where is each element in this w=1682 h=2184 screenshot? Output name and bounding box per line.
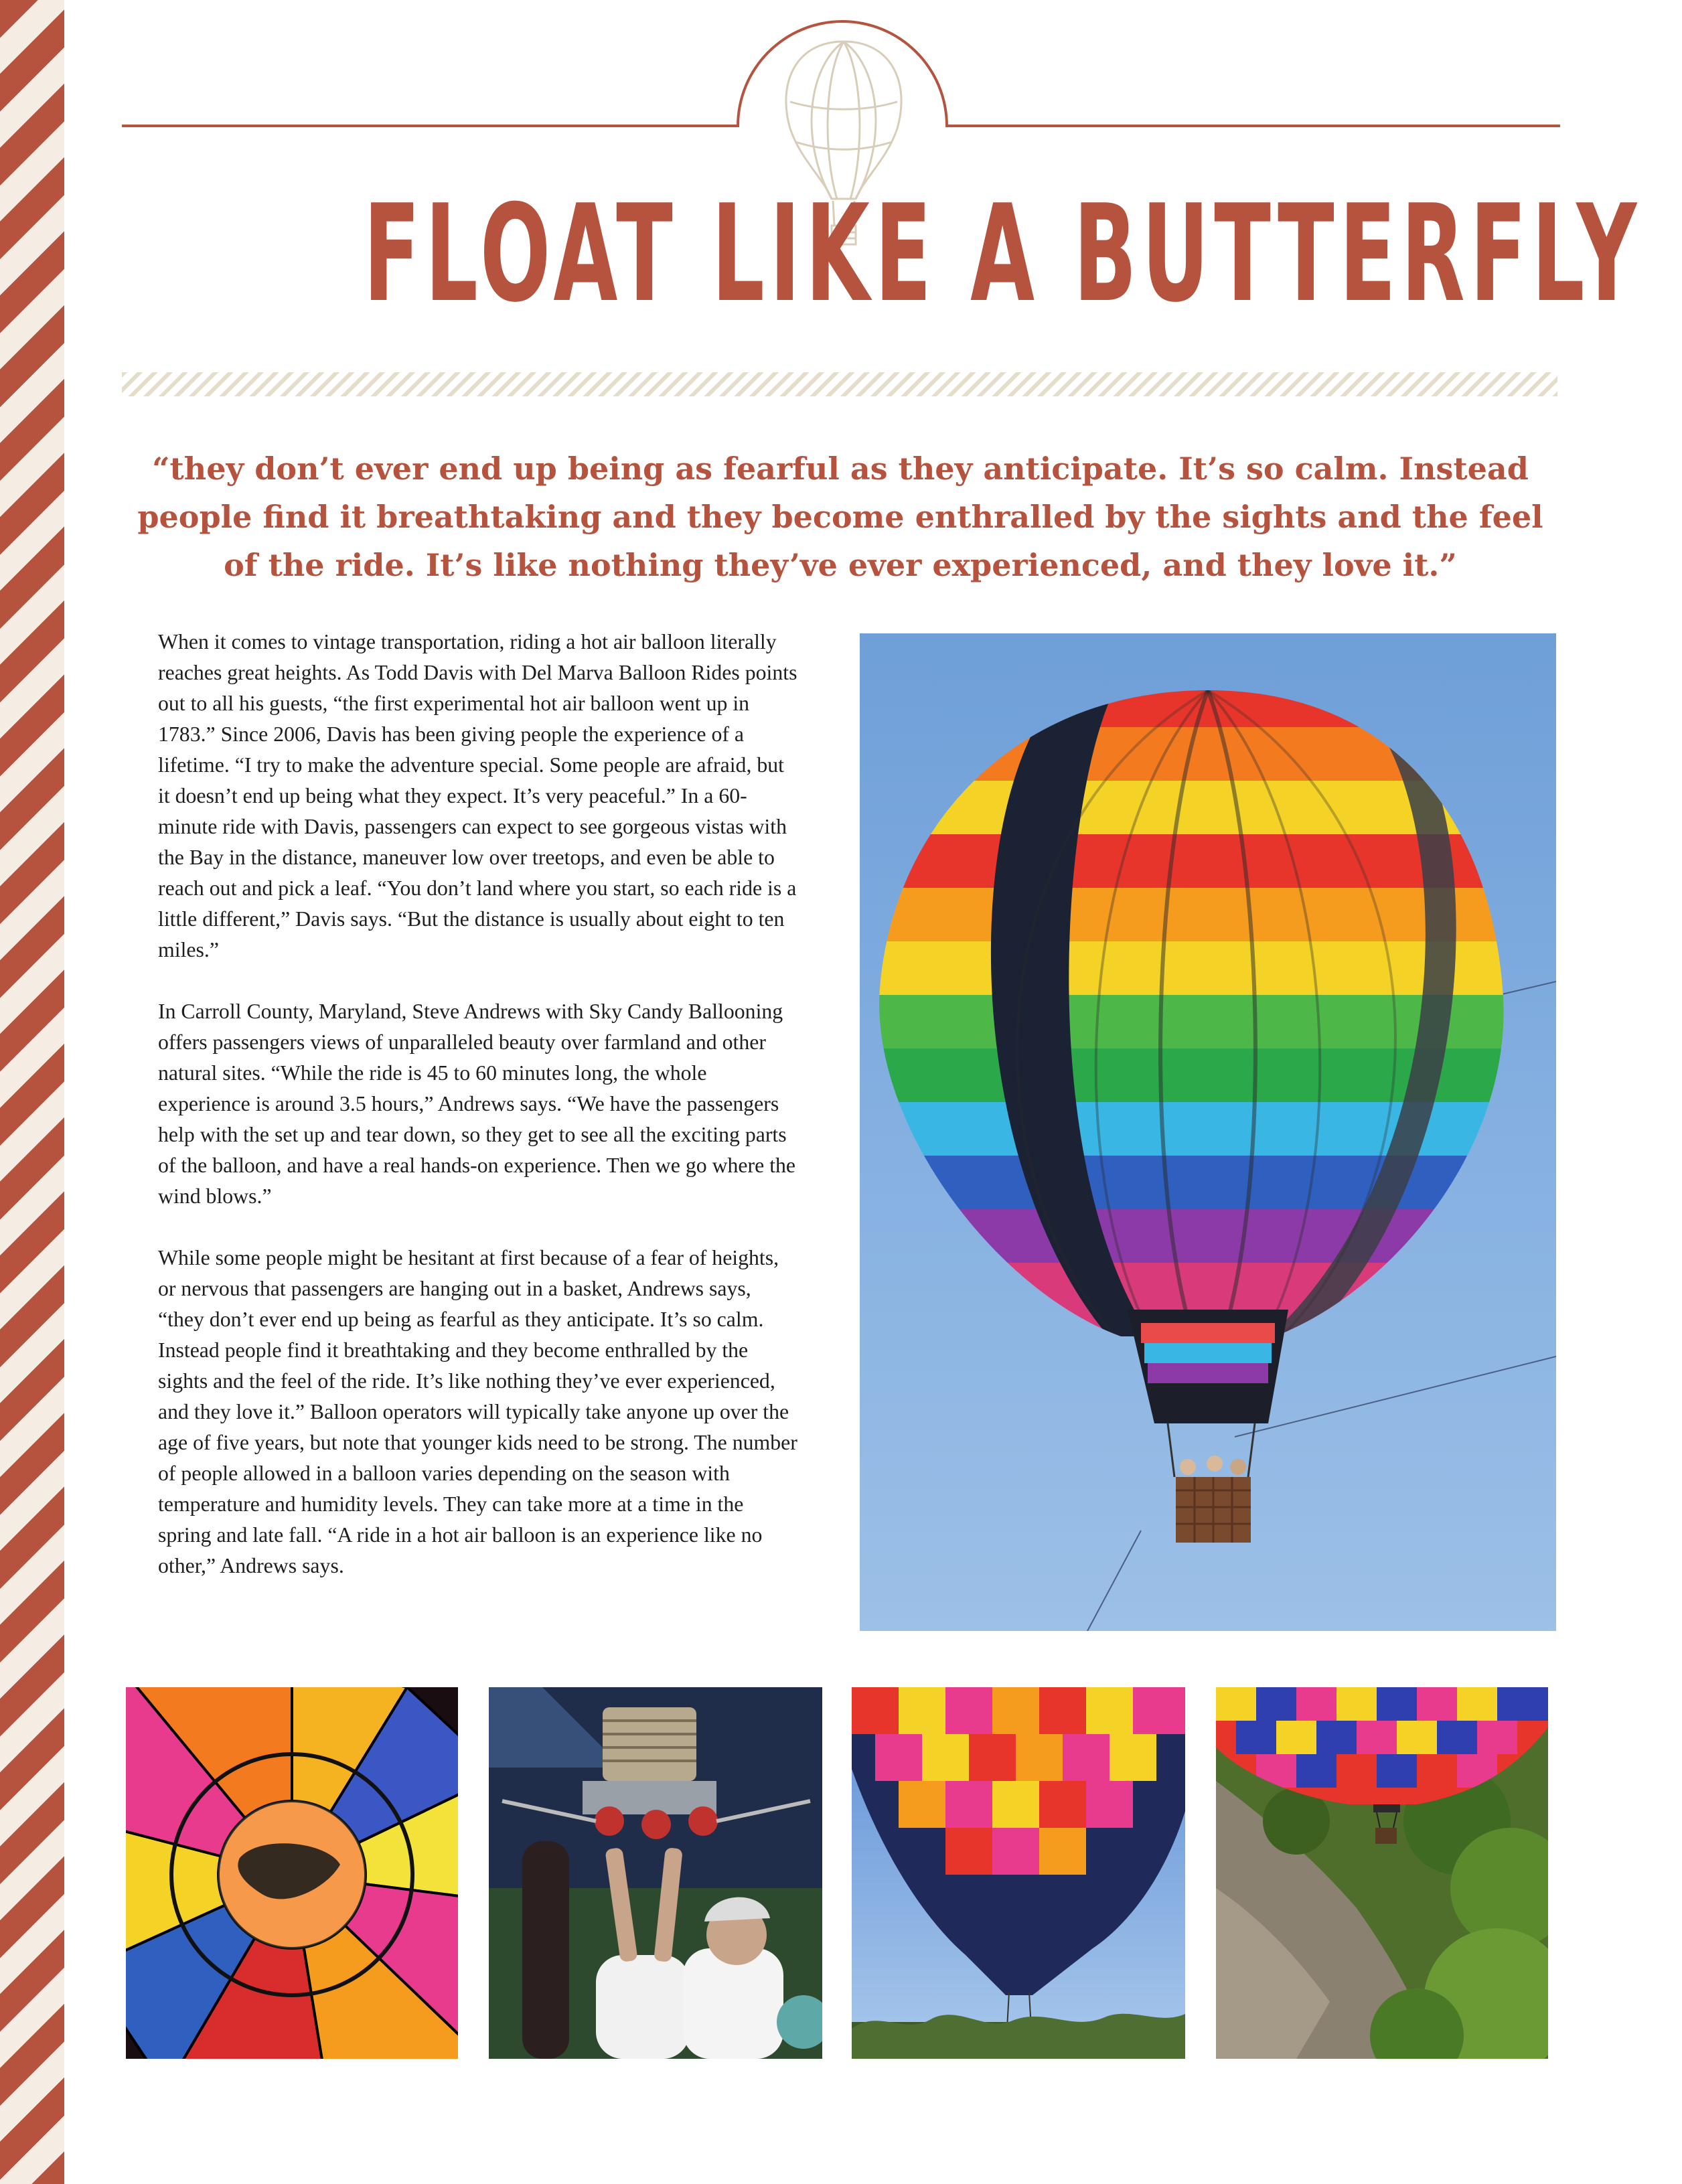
header-rule-right [945, 125, 1560, 127]
pull-quote: “they don’t ever end up being as fearful as they anticipate. It’s so calm. Instead people find it breathtaking and they become enthralled by the sights and the feel of the ride. It’s like nothing they’ve ever experienced, and they love it.” [137, 451, 1543, 583]
photo-balloon-interior [126, 1687, 458, 2059]
page-title: FLOAT LIKE A BUTTERFLY [363, 176, 1642, 332]
photo-balloon-burner [489, 1687, 822, 2059]
decorative-stripe-border [0, 0, 64, 2184]
photo-balloon-ascending [852, 1687, 1185, 2059]
article-body [158, 627, 801, 1612]
article-paragraph: When it comes to vintage transportation, riding a hot air balloon literally reaches great heights. As Todd Davis with Del Marva Balloon Rides points out to all his guests, “the first experimental hot air balloon went up in 1783.” Since 2006, Davis has been giving people the experience of a lifetime. “I try to make the adventure special. Some people are afraid, but it doesn’t end up being what they expect. It’s very peaceful.” In a 60-minute ride with Davis, passengers can expect to see gorgeous vistas with the Bay in the distance, maneuver low over treetops, and even be able to reach out and pick a leaf. “You don’t land where you start, so each ride is a little different,” Davis says. “But the distance is usually about eight to ten miles.” [158, 630, 797, 961]
photo-balloon-over-forest [1216, 1687, 1548, 2059]
main-balloon-photo [860, 633, 1556, 1631]
article-paragraph: In Carroll County, Maryland, Steve Andrews with Sky Candy Ballooning offers passengers views of unparalleled beauty over farmland and other natural sites. “While the ride is 45 to 60 minutes long, the whole experience is around 3.5 hours,” Andrews says. “We have the passengers help with the set up and tear down, so they get to see all the exciting parts of the balloon, and have a real hands-on experience. Then we go where the wind blows.” [158, 1000, 796, 1208]
header-rule-left [122, 125, 737, 127]
decorative-hatch-band [122, 372, 1557, 396]
article-paragraph: While some people might be hesitant at first because of a fear of heights, or nervous that passengers are hanging out in a basket, Andrews says, “they don’t ever end up being as fearful as they anticipate. It’s so calm. Instead people find it breathtaking and they become enthralled by the sights and the feel of the ride. It’s like nothing they’ve ever experienced, and they love it.” Balloon operators will typically take anyone up over the age of five years, but note that younger kids need to be strong. The number of people allowed in a balloon varies depending on the season with temperature and humidity levels. They can take more at a time in the spring and late fall. “A ride in a hot air balloon is an experience like no other,” Andrews says. [158, 1246, 797, 1577]
